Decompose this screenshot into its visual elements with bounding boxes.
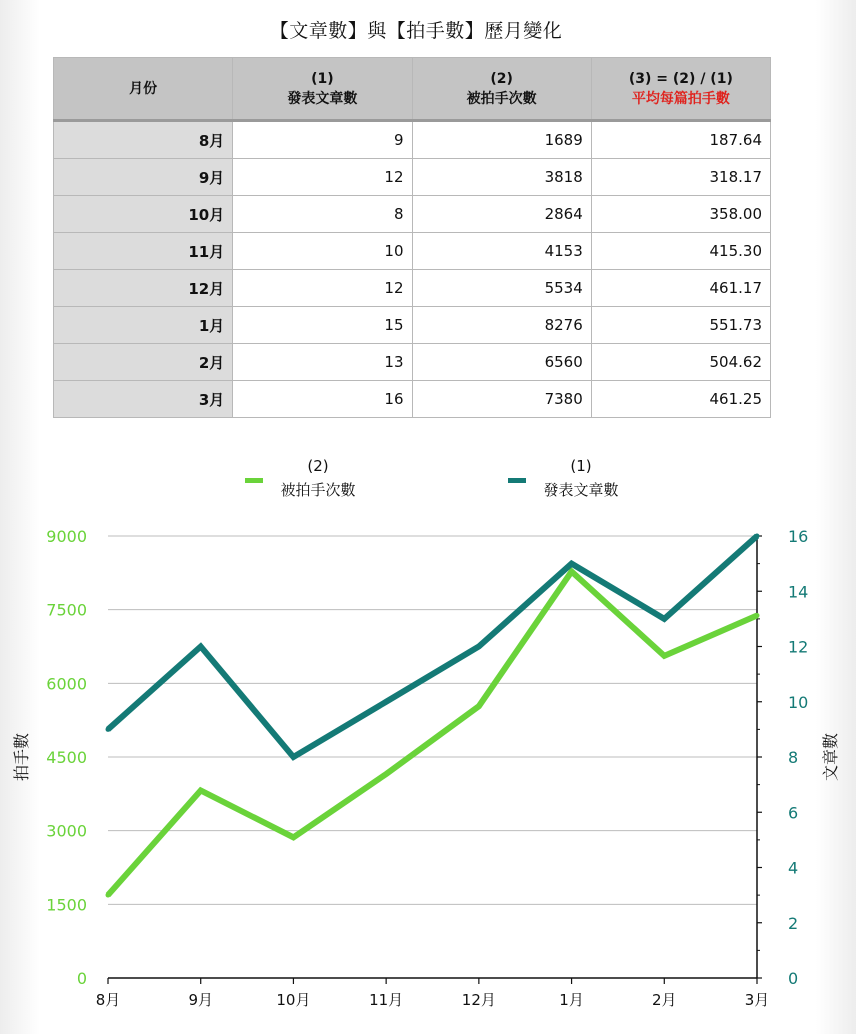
row-month-cell: 3月	[54, 381, 233, 418]
y-tick-left-label: 4500	[46, 748, 87, 767]
y-tick-right-label: 0	[788, 969, 799, 988]
y-tick-left-label: 3000	[46, 821, 87, 841]
series-line-claps	[108, 572, 757, 895]
table-row	[54, 159, 771, 196]
chart-axes	[108, 536, 762, 984]
data-point-articles	[198, 644, 203, 649]
row-claps-cell: 5534	[412, 270, 591, 307]
data-point-claps	[198, 788, 203, 793]
row-articles-cell: 16	[233, 381, 412, 418]
y-axis-left-title: 拍手數	[12, 732, 31, 782]
data-point-claps	[662, 653, 667, 658]
table-row	[54, 344, 771, 381]
header-average-formula: (3) = (2) / (1)	[628, 70, 733, 87]
data-point-claps	[569, 569, 574, 574]
legend-label-index: (2)	[307, 457, 329, 475]
chart-labels	[12, 527, 840, 1009]
data-table	[53, 57, 771, 418]
x-tick-label: 9月	[188, 991, 213, 1009]
row-articles-cell: 12	[233, 270, 412, 307]
row-articles-cell: 12	[233, 159, 412, 196]
row-claps-cell: 1689	[412, 121, 591, 159]
series-line-articles	[108, 536, 757, 757]
y-tick-left-label: 9000	[46, 527, 87, 546]
data-point-articles	[106, 727, 111, 732]
chart-lines	[106, 534, 760, 898]
table-row	[54, 233, 771, 270]
chart-grid	[108, 536, 757, 904]
row-average-cell: 358.00	[591, 196, 770, 233]
legend-label-name: 發表文章數	[543, 481, 619, 499]
legend-swatch	[245, 478, 263, 483]
legend-label-name: 被拍手次數	[280, 481, 356, 499]
x-tick-label: 3月	[744, 991, 770, 1009]
row-articles-cell: 9	[233, 121, 412, 159]
y-tick-right-label: 4	[788, 858, 799, 878]
row-articles-cell: 13	[233, 344, 412, 381]
row-average-cell: 504.62	[591, 344, 770, 381]
y-tick-left-label: 7500	[46, 600, 87, 620]
data-point-claps	[384, 772, 389, 777]
table-row	[54, 270, 771, 307]
header-articles-index: (1)	[311, 70, 334, 87]
data-point-articles	[755, 534, 760, 539]
y-tick-right-label: 8	[788, 748, 799, 767]
row-month-cell: 2月	[54, 344, 233, 381]
y-tick-left-label: 0	[76, 969, 87, 988]
y-axis-right-title: 文章數	[821, 732, 840, 782]
legend-swatch	[508, 478, 526, 483]
data-point-articles	[476, 644, 481, 649]
data-point-claps	[755, 613, 760, 618]
table-row	[54, 381, 771, 418]
y-tick-right-label: 10	[788, 692, 809, 712]
row-average-cell: 415.30	[591, 233, 770, 270]
data-point-claps	[291, 835, 296, 840]
row-month-cell: 9月	[54, 159, 233, 196]
row-claps-cell: 8276	[412, 307, 591, 344]
row-claps-cell: 7380	[412, 381, 591, 418]
row-articles-cell: 10	[233, 233, 412, 270]
row-claps-cell: 4153	[412, 233, 591, 270]
row-month-cell: 1月	[54, 307, 233, 344]
x-tick-label: 11月	[369, 991, 404, 1009]
row-month-cell: 8月	[54, 121, 233, 159]
y-tick-right-label: 2	[788, 913, 799, 933]
row-month-cell: 12月	[54, 270, 233, 307]
line-chart	[0, 440, 856, 1034]
x-tick-label: 8月	[95, 991, 121, 1009]
x-tick-label: 1月	[559, 991, 584, 1009]
table-row	[54, 121, 771, 159]
header-average	[591, 58, 770, 121]
row-month-cell: 10月	[54, 196, 233, 233]
y-tick-right-label: 16	[788, 527, 809, 546]
table-row	[54, 307, 771, 344]
y-tick-right-label: 6	[788, 803, 799, 823]
data-point-articles	[384, 699, 389, 704]
header-claps-label: 被拍手次數	[466, 90, 537, 107]
row-claps-cell: 2864	[412, 196, 591, 233]
x-tick-label: 12月	[461, 991, 496, 1009]
page-title: 【文章數】與【拍手數】歷月變化	[269, 20, 563, 42]
row-articles-cell: 8	[233, 196, 412, 233]
header-articles	[233, 58, 412, 121]
row-average-cell: 551.73	[591, 307, 770, 344]
row-average-cell: 461.25	[591, 381, 770, 418]
header-average-label: 平均每篇拍手數	[631, 90, 730, 107]
header-month: 月份	[54, 58, 233, 121]
y-tick-left-label: 1500	[46, 895, 87, 915]
header-articles-label: 發表文章數	[287, 90, 358, 107]
table-row	[54, 196, 771, 233]
row-articles-cell: 15	[233, 307, 412, 344]
legend-label-index: (1)	[570, 457, 592, 475]
y-tick-left-label: 6000	[46, 674, 87, 694]
row-claps-cell: 6560	[412, 344, 591, 381]
data-point-articles	[662, 616, 667, 621]
chart-legend	[245, 457, 619, 499]
header-claps-index: (2)	[490, 70, 513, 87]
data-point-articles	[291, 755, 296, 760]
row-average-cell: 461.17	[591, 270, 770, 307]
y-tick-right-label: 12	[788, 637, 809, 657]
data-point-claps	[476, 704, 481, 709]
x-tick-label: 10月	[276, 991, 311, 1009]
row-average-cell: 318.17	[591, 159, 770, 196]
x-tick-label: 2月	[652, 991, 677, 1009]
data-point-articles	[569, 561, 574, 566]
header-claps	[412, 58, 591, 121]
data-point-claps	[106, 893, 111, 898]
row-claps-cell: 3818	[412, 159, 591, 196]
table-header-row	[54, 58, 771, 121]
y-tick-right-label: 14	[788, 582, 809, 602]
row-average-cell: 187.64	[591, 121, 770, 159]
row-month-cell: 11月	[54, 233, 233, 270]
